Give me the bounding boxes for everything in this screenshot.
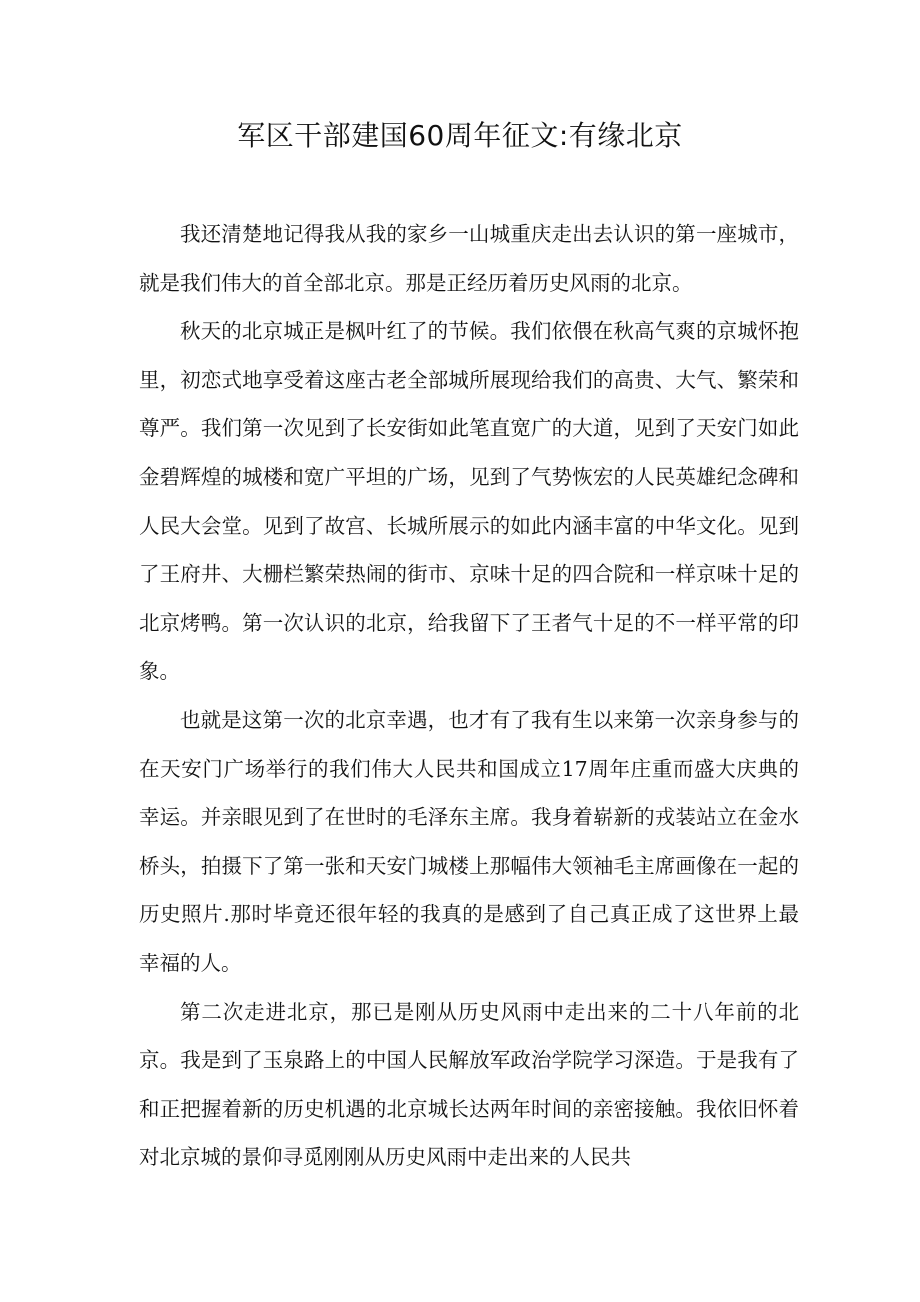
paragraph-3: 也就是这第一次的北京幸遇，也才有了我有生以来第一次亲身参与的在天安门广场举行的我们伟大人民共和国成立17周年庄重而盛大庆典的幸运。并亲眼见到了在世时的毛泽东主席。我身着崭新的戎装站立在金水桥头，拍摄下了第一张和天安门城楼上那幅伟大领袖毛主席画像在一起的历史照片.那时毕竟还很年轻的我真的是感到了自己真正成了这世界上最幸福的人。 [139,707,799,975]
document-body [139,210,799,1182]
paragraph-4: 第二次走进北京，那已是刚从历史风雨中走出来的二十八年前的北京。我是到了玉泉路上的中国人民解放军政治学院学习深造。于是我有了和正把握着新的历史机遇的北京城长达两年时间的亲密接触。我依旧怀着对北京城的景仰寻觅刚刚从历史风雨中走出来的人民共 [139,999,799,1170]
paragraph-2: 秋天的北京城正是枫叶红了的节候。我们依偎在秋高气爽的京城怀抱里，初恋式地享受着这座古老全部城所展现给我们的高贵、大气、繁荣和尊严。我们第一次见到了长安街如此笔直宽广的大道，见到了天安门如此金碧辉煌的城楼和宽广平坦的广场，见到了气势恢宏的人民英雄纪念碑和人民大会堂。见到了故宫、长城所展示的如此内涵丰富的中华文化。见到了王府井、大栅栏繁荣热闹的街市、京味十足的四合院和一样京味十足的北京烤鸭。第一次认识的北京，给我留下了王者气十足的不一样平常的印象。 [139,319,799,684]
paragraph-1: 我还清楚地记得我从我的家乡一山城重庆走出去认识的第一座城市，就是我们伟大的首全部北京。那是正经历着历史风雨的北京。 [139,222,799,295]
document-title: 军区干部建国60周年征文:有缘北京 [237,119,683,152]
